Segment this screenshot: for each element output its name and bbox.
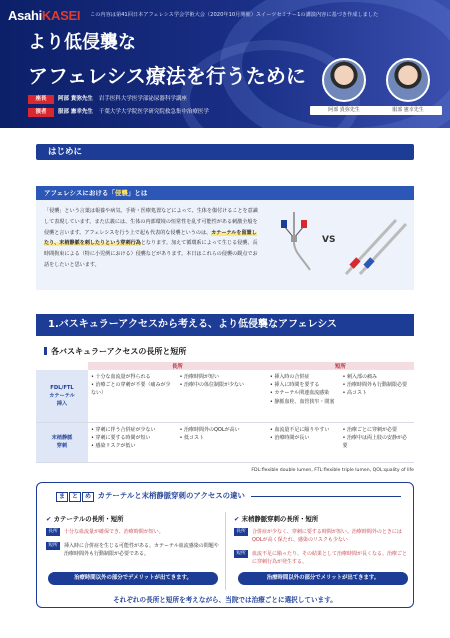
section1-heading: 1.バスキュラーアクセスから考える、より低侵襲なアフェレシス (36, 314, 414, 336)
intro-heading: はじめに (36, 144, 414, 160)
section1-subheading: 各バスキュラーアクセスの長所と短所 (44, 346, 186, 357)
catheter-summary-pill: 治療時間以外の部分でデメリットが出てきます。 (48, 572, 218, 585)
pro-cell: • 穿刺に伴う合併症が少ない • 穿刺に要する時間が短い • 感染リスクが低い • 治療時間外のQOLが高い • 低コスト (88, 422, 267, 462)
summary-divider (225, 512, 226, 590)
row-label: FDL/FTL カテーテル 挿入 (36, 370, 88, 422)
intro-paragraph: 「侵襲」という言葉は報養や病気、手術・医療処置などによって、生体を傷付けることを意識して表現しています。また広義には、生体の内部環境の恒常性を乱す可能性がある刺激全般を侵襲と言います。アフェレシスを行う上で起も代表的な侵襲というのは、カテーテルを留置したり、末梢静脈を刺したりという穿刺行為となります。加えて循環系によって生じる侵襲、長時間拘束による（特に小児例における）侵襲などがあります。本日はこれらの侵襲の観点でお話をしたいと思います。 (44, 208, 258, 268)
chair-photo-caption: 阿部 貴弥先生 (310, 106, 378, 115)
pro-label: 長所 (234, 528, 248, 536)
speaker-role-badge: 演者 (28, 108, 54, 117)
pro-cell: • 十分な血流量が得られる • 治療ごとの穿刺が不要（痛みが少ない） • 治療時間が短い • 治療中の体位制限が少ない (88, 370, 267, 422)
catheter-con-text: 挿入時に合併症を生じる可能性がある。カテーテル血流感染の問題や治療時間外も行動制限が必要である。 (64, 543, 219, 557)
chair-info: 阿部 貴弥先生 岩手医科大学医学部泌尿器科学講座 (58, 96, 187, 102)
needle-illustration (342, 212, 408, 278)
chair-role-badge: 座長 (28, 95, 54, 104)
title-line-2: アフェレシス療法を行うために (28, 64, 306, 88)
peripheral-summary-pill: 治療時間以外の部分でメリットが出てきます。 (238, 572, 408, 585)
header-note: この内容は第41回日本アフェレシス学会学術大会（2020年10月開催）スイーツセミナー1の講演内容に基づき作成しました (90, 12, 379, 18)
peripheral-summary-heading: ✔ 末梢静脈穿刺の長所・短所 (234, 514, 318, 523)
row-label: 末梢静脈 穿刺 (36, 422, 88, 462)
con-label: 短所 (46, 542, 60, 550)
peripheral-con-text: 血流不足に陥ったり、その結果として治療時間が長くなる。治療ごとに穿刺行為が発生する。 (252, 551, 408, 565)
speaker-photo (386, 58, 430, 102)
pro-header: 長所 (88, 362, 267, 370)
vs-label: VS (322, 235, 336, 245)
catheter-summary-heading: ✔ カテーテルの長所・短所 (46, 514, 124, 523)
speaker-info: 服部 憲幸先生 千葉大学大学院医学研究院救急集中治療医学 (58, 109, 209, 115)
con-cell: • 挿入時の合併症 • 挿入に時間を要する • カテーテル関連血流感染 • 静脈血栓、血管狭窄・閉塞 • 刺入部の痛み • 治療時間外も行動制限必要 • 高コスト (267, 370, 414, 422)
con-label: 短所 (234, 550, 248, 558)
con-cell: • 血流量不足に陥りやすい • 治療時間が長い • 治療ごとに穿刺が必要 • 治療中は両上肢の安静が必要 (267, 422, 414, 462)
pro-label: 長所 (46, 528, 60, 536)
chair-photo (322, 58, 366, 102)
table-footnote: FDL:flexible double lumen, FTL:flexible triple lumen, QOL:quality of life (251, 468, 414, 473)
access-comparison-table (36, 362, 414, 463)
title-line-1: より低侵襲な (28, 32, 136, 53)
catheter-pro-text: 十分な血流量が確保でき、治療時間が短い。 (64, 529, 164, 535)
brand-logo: AsahiKASEI (8, 8, 81, 23)
table-row (36, 370, 414, 422)
intro-subheading: アフェレシスにおける「侵襲」とは (36, 186, 414, 200)
table-header-row (36, 362, 414, 370)
summary-title: ま と め カテーテルと末梢静脈穿刺のアクセスの違い (56, 490, 401, 502)
peripheral-pro-text: 合併症が少なく、穿刺に要する時間が短い。治療時間外のときにはQOLが高く保たれ、感染のリスクも少ない (252, 529, 402, 543)
table-row (36, 422, 414, 462)
speaker-photo-caption: 服部 憲幸先生 (374, 106, 442, 115)
summary-conclusion: それぞれの長所と短所を考えながら、当院では治療ごとに選択しています。 (113, 596, 337, 604)
catheter-illustration (272, 208, 316, 274)
con-header: 短所 (267, 362, 414, 370)
